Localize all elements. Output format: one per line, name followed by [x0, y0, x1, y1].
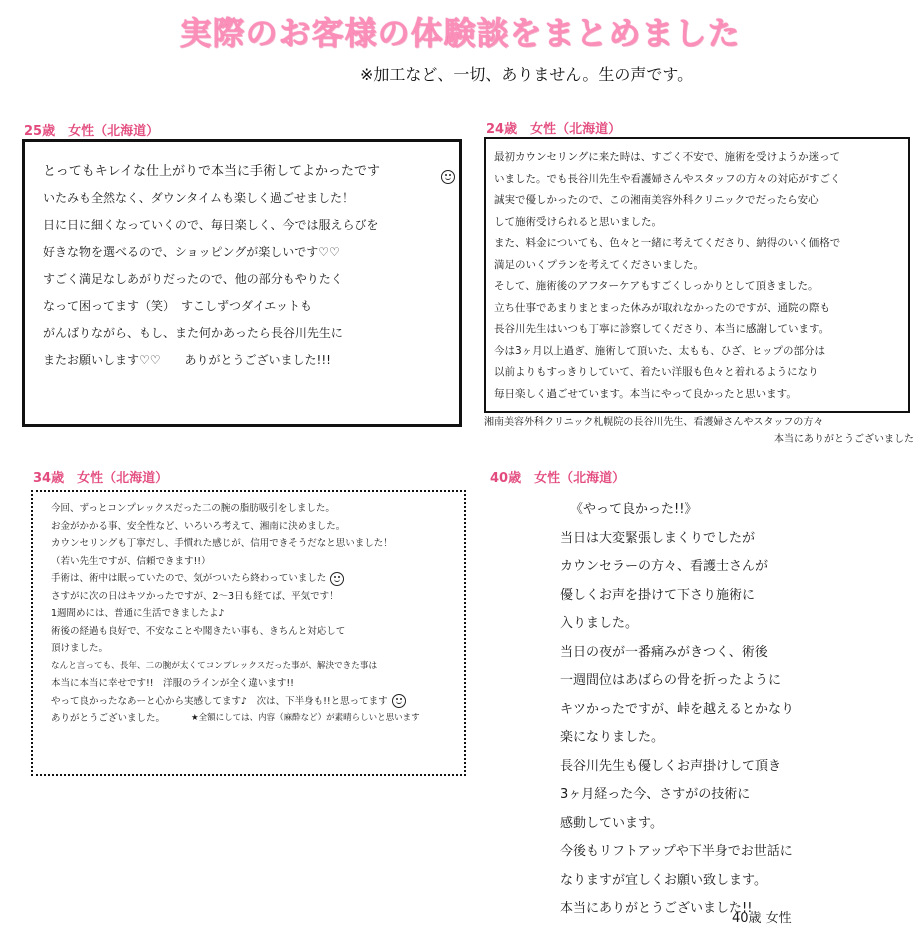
- handwritten-line: さすがに次の日はキツかったですが、2〜3日も経てば、平気です！: [51, 590, 339, 602]
- page-subtitle: ※加工など、一切、ありません。生の声です。: [360, 65, 694, 84]
- handwritten-line: がんばりながら、もし、また何かあったら長谷川先生に: [43, 326, 343, 340]
- testimonial-footer: [484, 414, 914, 448]
- handwritten-line: 術後の経過も良好で、不安なことや聞きたい事も、きちんと対応して: [51, 625, 346, 637]
- handwritten-line: また、料金についても、色々と一緒に考えてくださり、納得のいく価格で: [494, 237, 841, 249]
- handwritten-line: 1週間めには、普通に生活できましたよ♪: [51, 608, 225, 619]
- handwritten-line: 好きな物を選べるので、ショッピングが楽しいです♡♡: [43, 245, 340, 259]
- handwritten-line: （若い先生ですが、信頼できます!!）: [51, 555, 211, 567]
- handwritten-line: 一週間位はあばらの骨を折ったように: [560, 673, 782, 688]
- handwritten-line: 感動しています。: [560, 815, 663, 831]
- handwritten-line: 本当にありがとうございました!!: [560, 901, 753, 916]
- handwritten-line: 《やって良かった!!》: [570, 502, 698, 517]
- handwritten-line: いたみも全然なく、ダウンタイムも楽しく過ごせました！: [43, 191, 355, 205]
- handwritten-line: カウンセラーの方々、看護士さんが: [560, 559, 769, 574]
- handwritten-line: なりますが宜しくお願い致します。: [560, 872, 767, 888]
- testimonial-card-24: [484, 137, 910, 413]
- handwritten-line: なって困ってます（笑） すこしずつダイエットも: [43, 299, 313, 313]
- handwritten-line: ★全額にしては、内容（麻酔など）が素晴らしいと思います: [191, 712, 420, 723]
- testimonial-card-25: [22, 139, 462, 427]
- testimonial-label-24: 24歳 女性（北海道）: [486, 122, 622, 137]
- handwritten-line: 毎日楽しく過ごせています。本当にやって良かったと思います。: [494, 387, 797, 400]
- handwritten-line: 今は3ヶ月以上過ぎ、施術して頂いた、太もも、ひざ、ヒップの部分は: [494, 344, 826, 357]
- testimonial-text: [43, 158, 380, 374]
- handwritten-line: 湘南美容外科クリニック札幌院の長谷川先生、看護婦さんやスタッフの方々: [484, 417, 824, 428]
- handwritten-line: ありがとうございました。: [51, 713, 166, 724]
- handwritten-line: 楽になりました。: [560, 730, 665, 745]
- handwritten-line: 手術は、術中は眠っていたので、気がついたら終わっていました: [51, 570, 420, 588]
- testimonial-label-25: 25歳 女性（北海道）: [24, 124, 160, 139]
- handwritten-line: 当日の夜が一番痛みがきつく、術後: [560, 644, 768, 660]
- smiley-icon: [392, 694, 406, 708]
- handwritten-line: やって良かったなあーと心から実感してます♪ 次は、下半身も!!と思ってます: [51, 693, 420, 711]
- handwritten-line: 誠実で優しかったので、この湘南美容外科クリニックでだったら安心: [494, 194, 819, 206]
- handwritten-line: 今回、ずっとコンプレックスだった二の腕の脂肪吸引をしました。: [51, 503, 335, 514]
- testimonial-text-40: [560, 496, 794, 924]
- handwritten-line: 満足のいくプランを考えてくださいました。: [494, 258, 704, 271]
- handwritten-line: カウンセリングも丁寧だし、手慣れた感じが、信用できそうだなと思いました！: [51, 538, 393, 549]
- handwritten-line: 優しくお声を掛けて下さり施術に: [560, 587, 756, 603]
- handwritten-line: 3ヶ月経った今、さすがの技術に: [560, 787, 751, 802]
- handwritten-line: 本当にありがとうございました: [774, 434, 914, 445]
- handwritten-line: いました。でも長谷川先生や看護婦さんやスタッフの方々の対応がすごく: [494, 172, 841, 185]
- handwritten-line: またお願いします♡♡ ありがとうございました!!!: [43, 353, 331, 367]
- smiley-icon: [441, 170, 455, 184]
- handwritten-line: とってもキレイな仕上がりで本当に手術してよかったです: [43, 164, 380, 179]
- testimonial-label-40: 40歳 女性（北海道）: [490, 471, 626, 486]
- handwritten-line: お金がかかる事、安全性など、いろいろ考えて、湘南に決めました。: [51, 520, 346, 532]
- handwritten-line: 本当に本当に幸せです!! 洋服のラインが全く違います!!: [51, 678, 294, 689]
- handwritten-line: 以前よりもすっきりしていて、着たい洋服も色々と着れるようになり: [494, 366, 819, 378]
- handwritten-line: 長谷川先生も優しくお声掛けして頂き: [560, 758, 782, 774]
- page-title: 実際のお客様の体験談をまとめました: [179, 14, 741, 52]
- handwritten-line: 最初カウンセリングに来た時は、すごく不安で、施術を受けようか迷って: [494, 151, 841, 163]
- signature: 40歳 女性: [732, 911, 792, 926]
- testimonial-text: [494, 147, 841, 405]
- handwritten-line: して施術受けられると思いました。: [494, 215, 662, 228]
- handwritten-line: 長谷川先生はいつも丁寧に診察してくださり、本当に感謝しています。: [494, 323, 830, 335]
- handwritten-line: 日に日に細くなっていくので、毎日楽しく、今では服えらびを: [43, 218, 379, 232]
- handwritten-line: キツかったですが、峠を越えるとかなり: [560, 701, 795, 717]
- handwritten-line: 頂けました。: [51, 643, 109, 654]
- testimonial-label-34: 34歳 女性（北海道）: [33, 471, 169, 486]
- testimonial-text: [51, 500, 420, 727]
- handwritten-line: 立ち仕事であまりまとまった休みが取れなかったのですが、通院の際も: [494, 301, 830, 314]
- handwritten-line: 今後もリフトアップや下半身でお世話に: [560, 844, 793, 859]
- handwritten-line: 当日は大変緊張しまくりでしたが: [560, 530, 756, 546]
- handwritten-line: なんと言っても、長年、二の腕が太くてコンプレックスだった事が、解決できた事は: [51, 660, 378, 671]
- smiley-icon: [330, 572, 344, 586]
- handwritten-line: すごく満足なしあがりだったので、他の部分もやりたく: [43, 272, 343, 286]
- handwritten-line: そして、施術後のアフターケアもすごくしっかりとして頂きました。: [494, 280, 819, 292]
- handwritten-line: 入りました。: [560, 616, 639, 631]
- testimonial-card-34: [31, 490, 466, 776]
